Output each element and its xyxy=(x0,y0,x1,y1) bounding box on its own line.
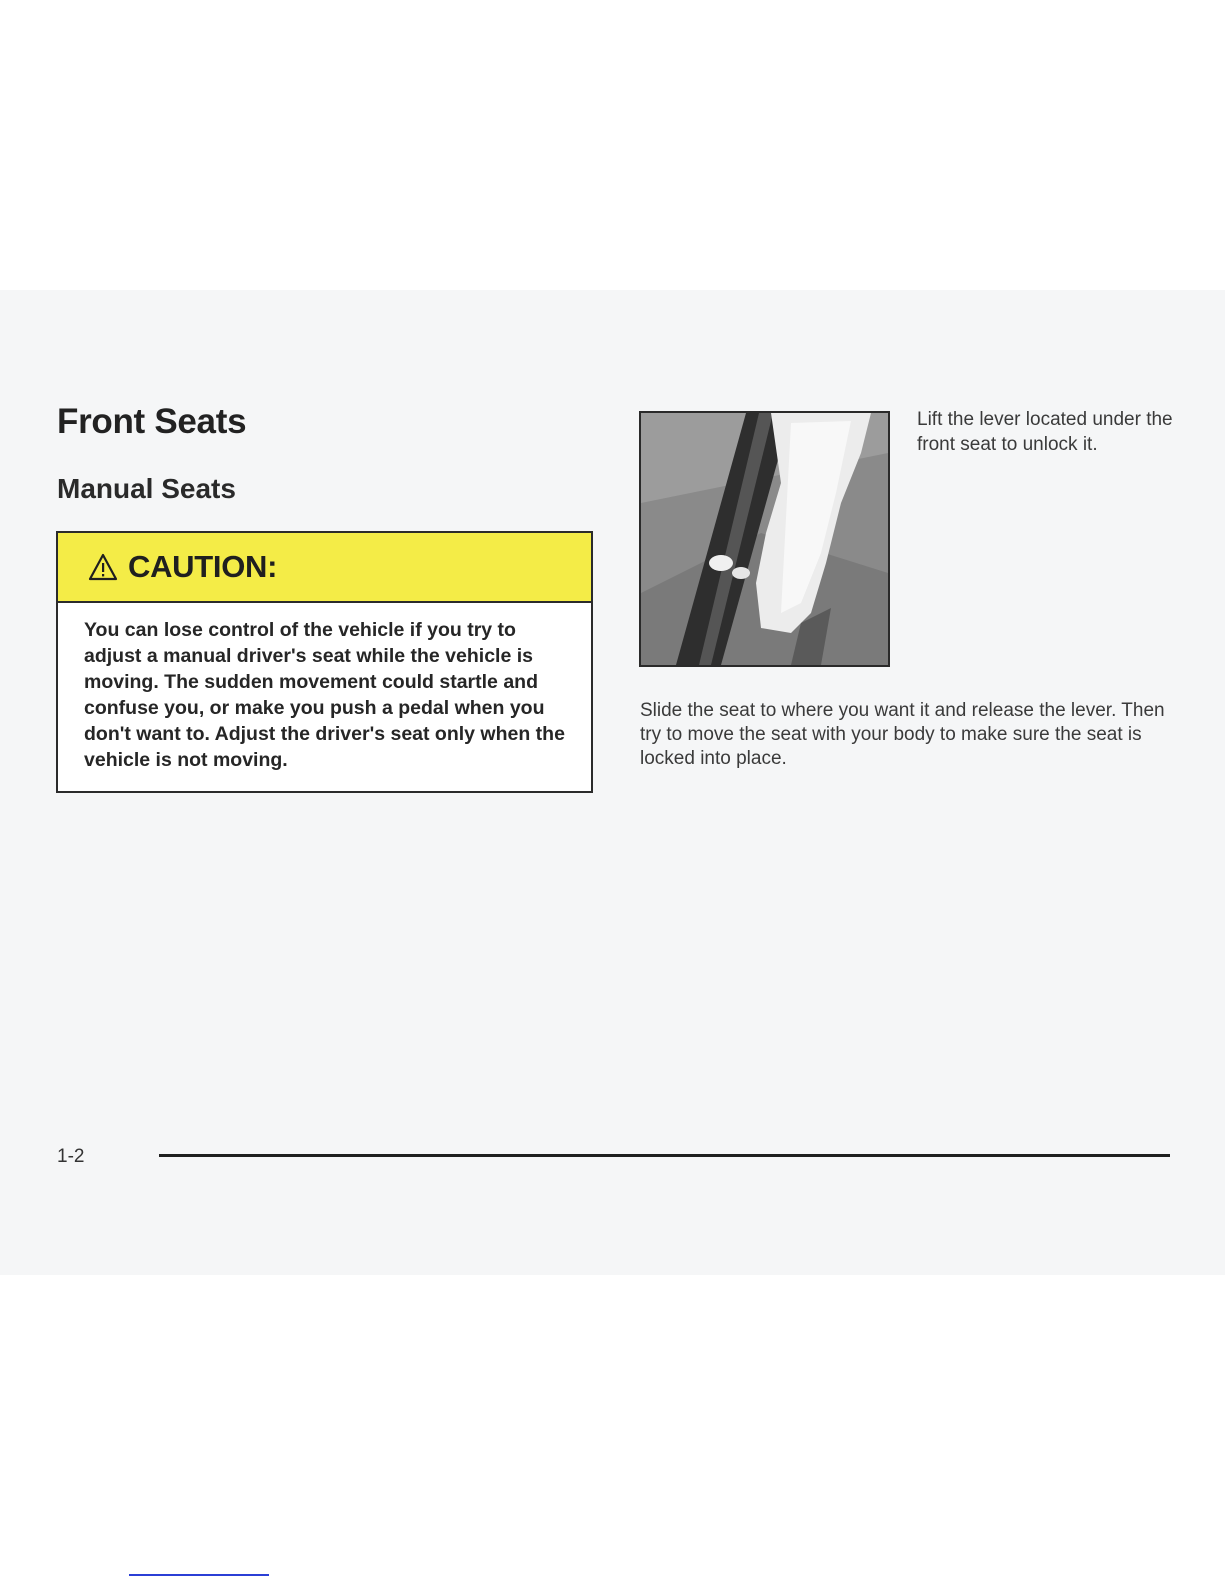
footer-rule xyxy=(159,1154,1170,1157)
manual-page xyxy=(0,290,1225,1275)
caution-text: You can lose control of the vehicle if you try to adjust a manual driver's seat while the vehicle is moving. The sudden movement could startle and confuse you, or make you push a pedal when you don't want to. Adjust the driver's seat only when the vehicle is not moving. xyxy=(84,619,565,771)
page-title: Front Seats xyxy=(57,402,247,441)
body-paragraph: Slide the seat to where you want it and release the lever. Then try to move the seat with your body to make sure the seat is locked into place. xyxy=(640,700,1165,769)
caution-label: CAUTION: xyxy=(128,549,278,584)
section-subtitle: Manual Seats xyxy=(57,473,236,504)
warning-triangle-icon xyxy=(88,553,118,581)
caution-header xyxy=(58,533,591,603)
seat-lever-photo xyxy=(639,411,890,667)
figure-caption: Lift the lever located under the front seat to unlock it. xyxy=(917,409,1173,455)
link-underline[interactable] xyxy=(129,1574,269,1576)
page-number: 1-2 xyxy=(57,1146,85,1167)
caution-box xyxy=(56,531,593,793)
